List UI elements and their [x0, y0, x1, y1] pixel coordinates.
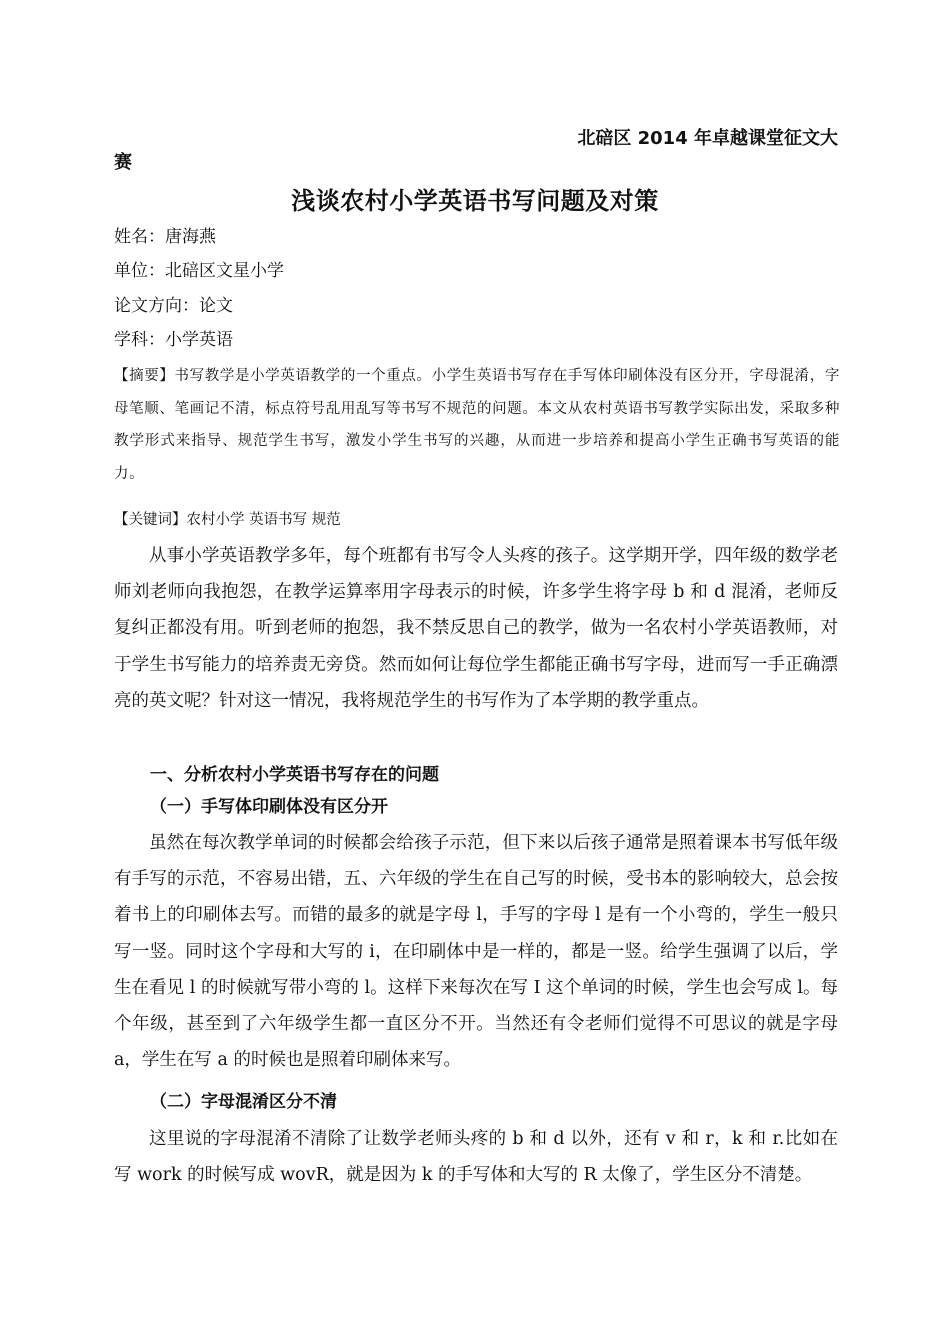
subsection-paragraph-2: 这里说的字母混淆不清除了让数学老师头疼的 b 和 d 以外，还有 v 和 r，k 和 r.比如在写 work 的时候写成 wovR，就是因为 k 的手写体和大写的 R 太像了，学生区分不清楚。: [114, 1129, 838, 1186]
paper-direction: 论文方向：论文: [114, 296, 233, 316]
abstract: 【摘要】书写教学是小学英语教学的一个重点。小学生英语书写存在手写体印刷体没有区分开，字母混淆，字母笔顺、笔画记不清，标点符号乱用乱写等书写不规范的问题。本文从农村英语书写教学实际出发，采取多种教学形式来指导、规范学生书写，激发小学生书写的兴趣，从而进一步培养和提高小学生正确书写英语的能力。: [114, 368, 840, 482]
paper-title: 浅谈农村小学英语书写问题及对策: [291, 187, 659, 215]
contest-header-continued: 赛: [114, 152, 132, 173]
intro-paragraph: 从事小学英语教学多年，每个班都有书写令人头疼的孩子。这学期开学，四年级的数学老师刘老师向我抱怨，在教学运算率用字母表示的时候，许多学生将字母 b 和 d 混淆，老师反复纠正都没有用。听到老师的抱怨，我不禁反思自己的教学，做为一名农村小学英语教师，对于学生书写能力的培养责无旁贷。然而如何让每位学生都能正确书写字母，进而写一手正确漂亮的英文呢？针对这一情况，我将规范学生的书写作为了本学期的教学重点。: [114, 546, 838, 711]
author-name: 姓名：唐海燕: [114, 227, 216, 247]
contest-header: 北碚区 2014 年卓越课堂征文大: [577, 128, 838, 149]
author-unit: 单位：北碚区文星小学: [114, 261, 284, 281]
section-heading-1: 一、分析农村小学英语书写存在的问题: [150, 765, 439, 785]
subsection-heading-2: （二）字母混淆区分不清: [150, 1092, 337, 1112]
subsection-paragraph-1: 虽然在每次教学单词的时候都会给孩子示范，但下来以后孩子通常是照着课本书写低年级有手写的示范，不容易出错，五、六年级的学生在自己写的时候，受书本的影响较大，总会按着书上的印刷体去写。而错的最多的就是字母 l，手写的字母 l 是有一个小弯的，学生一般只写一竖。同时这个字母和大写的 i，在印刷体中是一样的，都是一竖。给学生强调了以后，学生在看见 l 的时候就写带小弯的 l。这样下来每次在写 I 这个单词的时候，学生也会写成 l。每个年级，甚至到了六年级学生都一直区分不开。当然还有令老师们觉得不可思议的就是字母 a，学生在写 a 的时候也是照着印刷体来写。: [114, 833, 838, 1071]
subsection-heading-1: （一）手写体印刷体没有区分开: [150, 797, 388, 817]
paper-subject: 学科：小学英语: [114, 330, 233, 350]
keywords: 【关键词】农村小学 英语书写 规范: [114, 512, 341, 528]
